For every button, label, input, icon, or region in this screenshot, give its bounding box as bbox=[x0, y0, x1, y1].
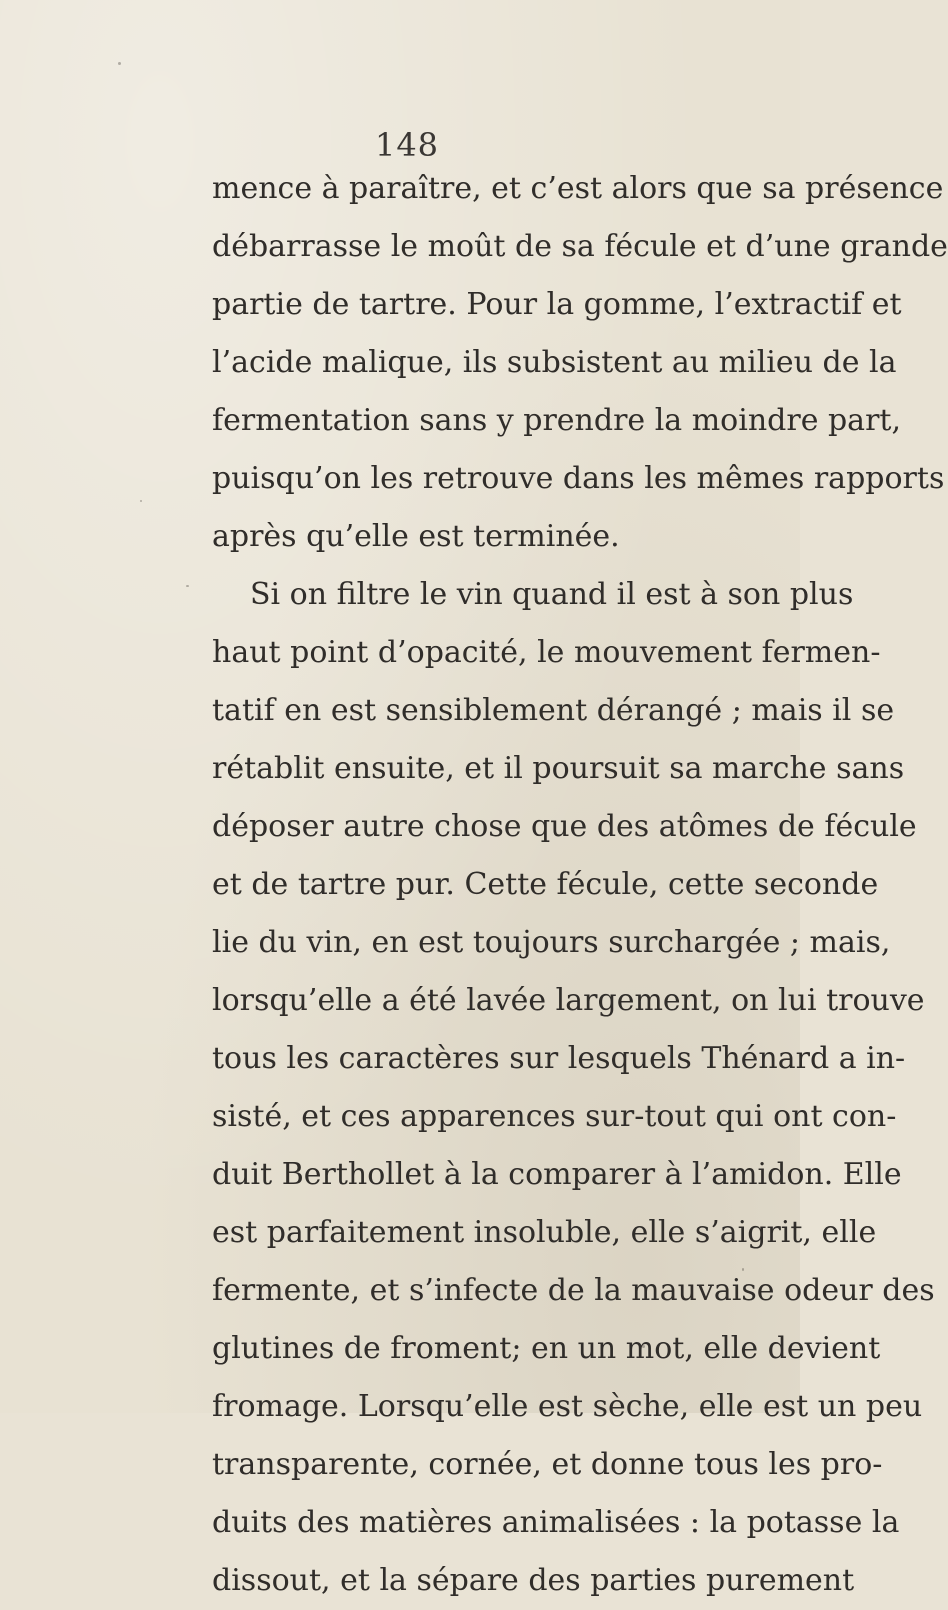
page-number: 148 bbox=[374, 126, 440, 164]
text-line: dissout, et la sépare des parties purement bbox=[212, 1563, 855, 1598]
paper-speck bbox=[742, 1268, 744, 1271]
text-line: Si on filtre le vin quand il est à son plus bbox=[250, 577, 854, 612]
text-line: mence à paraître, et c’est alors que sa présence bbox=[212, 171, 944, 206]
text-line: haut point d’opacité, le mouvement fermen- bbox=[212, 635, 881, 670]
text-line: transparente, cornée, et donne tous les pro- bbox=[212, 1447, 883, 1482]
text-line: déposer autre chose que des atômes de fécule bbox=[212, 809, 917, 844]
text-line: est parfaitement insoluble, elle s’aigrit, elle bbox=[212, 1215, 877, 1250]
paper-speck bbox=[186, 585, 189, 587]
text-line: et de tartre pur. Cette fécule, cette seconde bbox=[212, 867, 879, 902]
text-line: lorsqu’elle a été lavée largement, on lui trouve bbox=[212, 983, 925, 1018]
text-line: fermente, et s’infecte de la mauvaise odeur des bbox=[212, 1273, 935, 1308]
text-line: duits des matières animalisées : la potasse la bbox=[212, 1505, 900, 1540]
text-line: tous les caractères sur lesquels Thénard a in- bbox=[212, 1041, 906, 1076]
text-line: rétablit ensuite, et il poursuit sa marche sans bbox=[212, 751, 905, 786]
text-line: glutines de froment; en un mot, elle devient bbox=[212, 1331, 881, 1366]
text-line: fermentation sans y prendre la moindre part, bbox=[212, 403, 902, 438]
text-line: sisté, et ces apparences sur-tout qui ont con- bbox=[212, 1099, 897, 1134]
text-line: après qu’elle est terminée. bbox=[212, 519, 620, 554]
text-line: lie du vin, en est toujours surchargée ; mais, bbox=[212, 925, 891, 960]
paper-speck bbox=[118, 62, 121, 65]
body-text bbox=[212, 160, 948, 1610]
text-line: tatif en est sensiblement dérangé ; mais il se bbox=[212, 693, 895, 728]
text-line: l’acide malique, ils subsistent au milieu de la bbox=[212, 345, 897, 380]
text-line: duit Berthollet à la comparer à l’amidon. Elle bbox=[212, 1157, 902, 1192]
text-line: débarrasse le moût de sa fécule et d’une grande bbox=[212, 229, 948, 264]
text-line: partie de tartre. Pour la gomme, l’extractif et bbox=[212, 287, 902, 322]
paper-speck bbox=[140, 500, 142, 502]
text-line: fromage. Lorsqu’elle est sèche, elle est un peu bbox=[212, 1389, 923, 1424]
paper-speck bbox=[642, 1345, 645, 1348]
text-line: puisqu’on les retrouve dans les mêmes rapports bbox=[212, 461, 945, 496]
